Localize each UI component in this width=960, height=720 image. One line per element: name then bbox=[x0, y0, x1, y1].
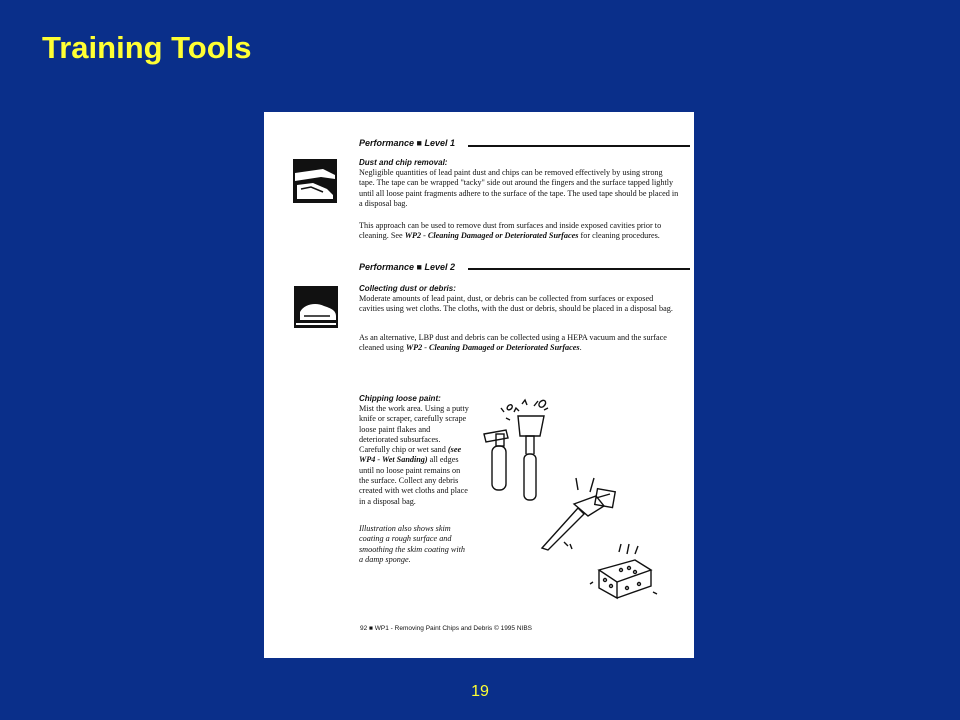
illustration-caption: Illustration also shows skim coating a rough surface and smoothing the skim coating with a damp sponge. bbox=[359, 524, 465, 564]
level2-rule bbox=[468, 268, 690, 270]
level2-header: Performance ■ Level 2 bbox=[359, 262, 455, 272]
document-footer: 92 ■ WP1 - Removing Paint Chips and Debris © 1995 NIBS bbox=[360, 625, 533, 632]
level1-rule bbox=[468, 145, 690, 147]
level1-section-title: Dust and chip removal: bbox=[359, 158, 448, 167]
slide-page-number: 19 bbox=[471, 683, 489, 700]
chipping-section-title: Chipping loose paint: bbox=[359, 394, 441, 403]
level1-header: Performance ■ Level 1 bbox=[359, 138, 455, 148]
level1-para1: Negligible quantities of lead paint dust and chips can be removed effectively by using strong tape. The tape can be wrapped "tacky" side out around the fingers and the surface tapped lightly until all loose paint fragments adhere to the surface of the tape. The used tape should be placed in a disposal bag. bbox=[359, 168, 679, 208]
putty-knife-illustration bbox=[534, 472, 624, 552]
slide-title: Training Tools bbox=[42, 30, 252, 65]
level2-section-title: Collecting dust or debris: bbox=[359, 284, 456, 293]
chipping-para: Mist the work area. Using a putty knife or scraper, carefully scrape loose paint flakes and deteriorated subsurfaces. Carefully chip or wet sand (see WP4 - Wet Sanding) all edges until no loose paint remains on the surface. Collect any debris created with wet cloths and place in a disposal bag. bbox=[359, 404, 469, 506]
shoe-wipe-icon bbox=[294, 286, 338, 328]
tape-hands-icon bbox=[293, 159, 337, 203]
level1-para2: This approach can be used to remove dust from surfaces and inside exposed cavities prior to cleaning. See WP2 - Cleaning Damaged or Deteriorated Surfaces for cleaning procedures. bbox=[359, 221, 662, 241]
level2-para1: Moderate amounts of lead paint, dust, or debris can be collected from surfaces or exposed cavities using wet cloths. The cloths, with the dust or debris, should be placed in a disposal bag. bbox=[359, 294, 673, 314]
document-scan bbox=[264, 112, 694, 658]
sponge-illustration bbox=[589, 542, 659, 602]
level2-para2: As an alternative, LBP dust and debris can be collected using a HEPA vacuum and the surface cleaned using WP2 - Cleaning Damaged or Deteriorated Surfaces. bbox=[359, 333, 667, 353]
